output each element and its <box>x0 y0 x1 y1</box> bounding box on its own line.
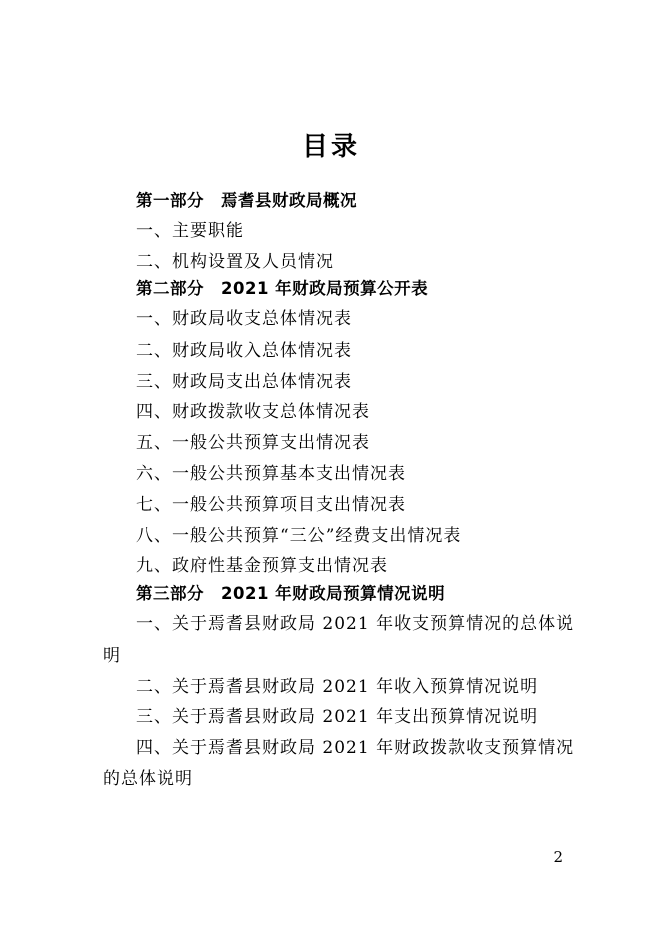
toc-part1-item-2: 二、机构设置及人员情况 <box>136 252 334 272</box>
toc-part2-item-2: 二、财政局收入总体情况表 <box>136 341 352 361</box>
toc-part3-item-4-line-1: 四、关于焉耆县财政局 2021 年财政拨款收支预算情况 <box>136 738 575 758</box>
toc-part1-item-1: 一、主要职能 <box>136 221 244 241</box>
toc-part2-item-9: 九、政府性基金预算支出情况表 <box>136 556 388 576</box>
toc-part3-item-4-line-2: 的总体说明 <box>103 769 193 789</box>
toc-part2-item-3: 三、财政局支出总体情况表 <box>136 372 352 392</box>
toc-part2-item-8: 八、一般公共预算“三公”经费支出情况表 <box>136 526 462 546</box>
toc-part3-item-1-line-2: 明 <box>103 646 121 666</box>
toc-part3-item-2: 二、关于焉耆县财政局 2021 年收入预算情况说明 <box>136 677 539 697</box>
toc-part2-heading: 第二部分 2021 年财政局预算公开表 <box>136 279 429 298</box>
page-number: 2 <box>553 848 563 866</box>
toc-part2-item-5: 五、一般公共预算支出情况表 <box>136 433 370 453</box>
page-title: 目录 <box>301 132 360 162</box>
toc-part2-item-7: 七、一般公共预算项目支出情况表 <box>136 495 406 515</box>
toc-part2-item-1: 一、财政局收支总体情况表 <box>136 309 352 329</box>
toc-part3-heading: 第三部分 2021 年财政局预算情况说明 <box>136 584 446 603</box>
toc-part2-item-6: 六、一般公共预算基本支出情况表 <box>136 464 406 484</box>
toc-part1-heading: 第一部分 焉耆县财政局概况 <box>136 191 357 210</box>
toc-part3-item-1-line-1: 一、关于焉耆县财政局 2021 年收支预算情况的总体说 <box>136 614 575 634</box>
toc-part2-item-4: 四、财政拨款收支总体情况表 <box>136 402 370 422</box>
toc-part3-item-3: 三、关于焉耆县财政局 2021 年支出预算情况说明 <box>136 707 539 727</box>
